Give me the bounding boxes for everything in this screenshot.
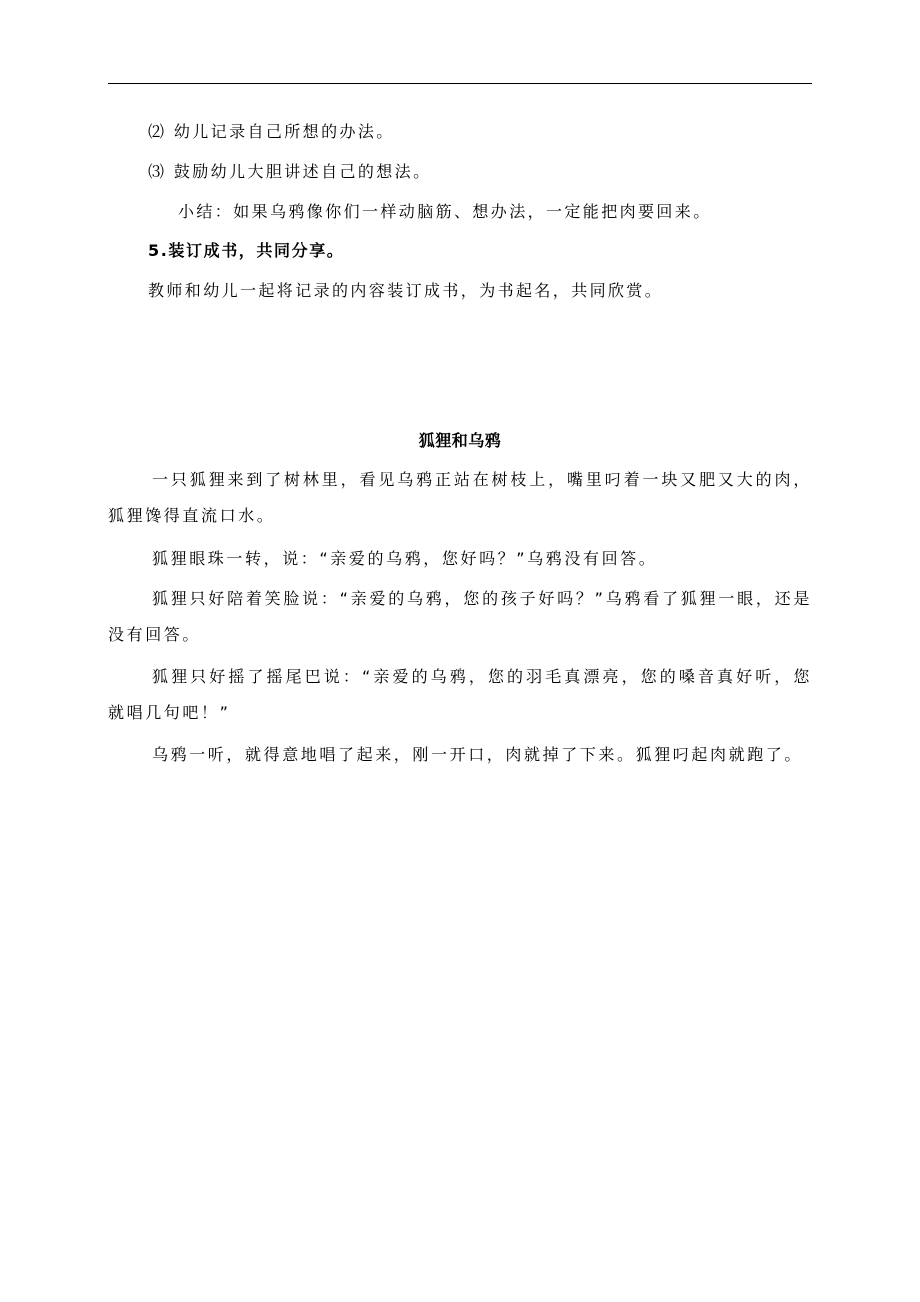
step-item-3: ⑶ 鼓励幼儿大胆讲述自己的想法。 [148,162,432,181]
story-paragraph: 狐狸只好陪着笑脸说：“亲爱的乌鸦，您的孩子好吗？”乌鸦看了狐狸一眼，还是没有回答。 [108,589,812,644]
story-paragraph: 狐狸眼珠一转，说：“亲爱的乌鸦，您好吗？”乌鸦没有回答。 [152,549,658,568]
step-5-text: 教师和幼儿一起将记录的内容装订成书，为书起名，共同欣赏。 [148,281,664,300]
story-paragraph: 乌鸦一听，就得意地唱了起来，刚一开口，肉就掉了下来。狐狸叼起肉就跑了。 [152,745,804,764]
step-5-heading: 5.装订成书，共同分享。 [148,241,345,260]
step-item-2: ⑵ 幼儿记录自己所想的办法。 [148,122,395,141]
story-paragraph: 一只狐狸来到了树林里，看见乌鸦正站在树枝上，嘴里叼着一块又肥又大的肉，狐狸馋得直流口水。 [108,470,812,525]
story-title: 狐狸和乌鸦 [418,431,502,450]
header-rule [108,83,812,84]
summary-text: 小结：如果乌鸦像你们一样动脑筋、想办法，一定能把肉要回来。 [178,202,712,221]
story-paragraph: 狐狸只好摇了摇尾巴说：“亲爱的乌鸦，您的羽毛真漂亮，您的嗓音真好听，您就唱几句吧！” [108,667,812,722]
